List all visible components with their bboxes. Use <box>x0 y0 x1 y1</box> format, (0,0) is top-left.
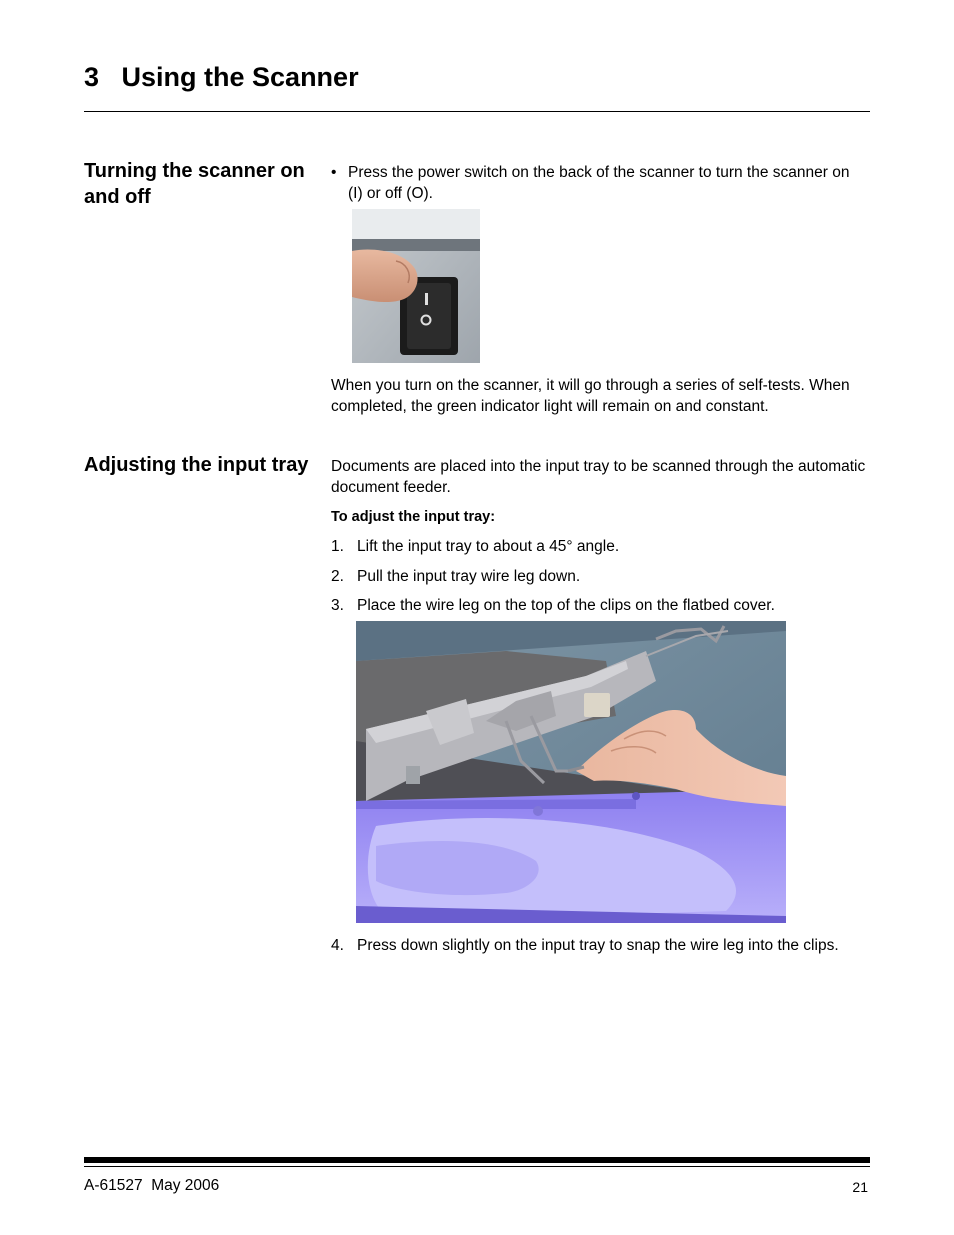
section-heading-power: Turning the scanner on and off <box>84 160 305 208</box>
page-number: 21 <box>852 1179 868 1195</box>
step-text: Pull the input tray wire leg down. <box>357 568 581 585</box>
self-test-paragraph: When you turn on the scanner, it will go through a series of self-tests. When completed, the green indicator light will remain on and constant. <box>331 377 850 415</box>
step-item <box>331 595 871 616</box>
step-number: 3. <box>331 597 344 614</box>
procedure-title: To adjust the input tray: <box>331 509 496 525</box>
input-tray-illustration <box>356 621 786 923</box>
step-text: Place the wire leg on the top of the clips on the flatbed cover. <box>357 597 775 614</box>
input-tray-photo <box>356 621 786 923</box>
power-switch-illustration <box>352 209 480 363</box>
step-item <box>331 536 871 557</box>
switch-on-symbol <box>425 293 428 305</box>
section-heading-input-tray: Adjusting the input tray <box>84 454 309 476</box>
step-number: 2. <box>331 568 344 585</box>
step-text: Lift the input tray to about a 45° angle. <box>357 538 620 555</box>
input-tray-intro: Documents are placed into the input tray to be scanned through the automatic document feeder. <box>331 458 866 496</box>
step-text: Press down slightly on the input tray to snap the wire leg into the clips. <box>357 937 839 954</box>
step-item <box>331 566 871 587</box>
power-switch-photo <box>352 209 480 363</box>
footer-document-id: A-61527 May 2006 <box>84 1177 220 1194</box>
step-number: 1. <box>331 538 344 555</box>
chapter-divider <box>84 111 870 112</box>
chapter-title: 3 Using the Scanner <box>84 62 359 92</box>
footer-divider-thin <box>84 1166 870 1167</box>
bullet-marker: • <box>331 164 337 181</box>
footer-divider-thick <box>84 1157 870 1163</box>
step-number: 4. <box>331 937 344 954</box>
bullet-text: Press the power switch on the back of the scanner to turn the scanner on (I) or off (O). <box>348 164 850 202</box>
step-item <box>331 935 871 977</box>
